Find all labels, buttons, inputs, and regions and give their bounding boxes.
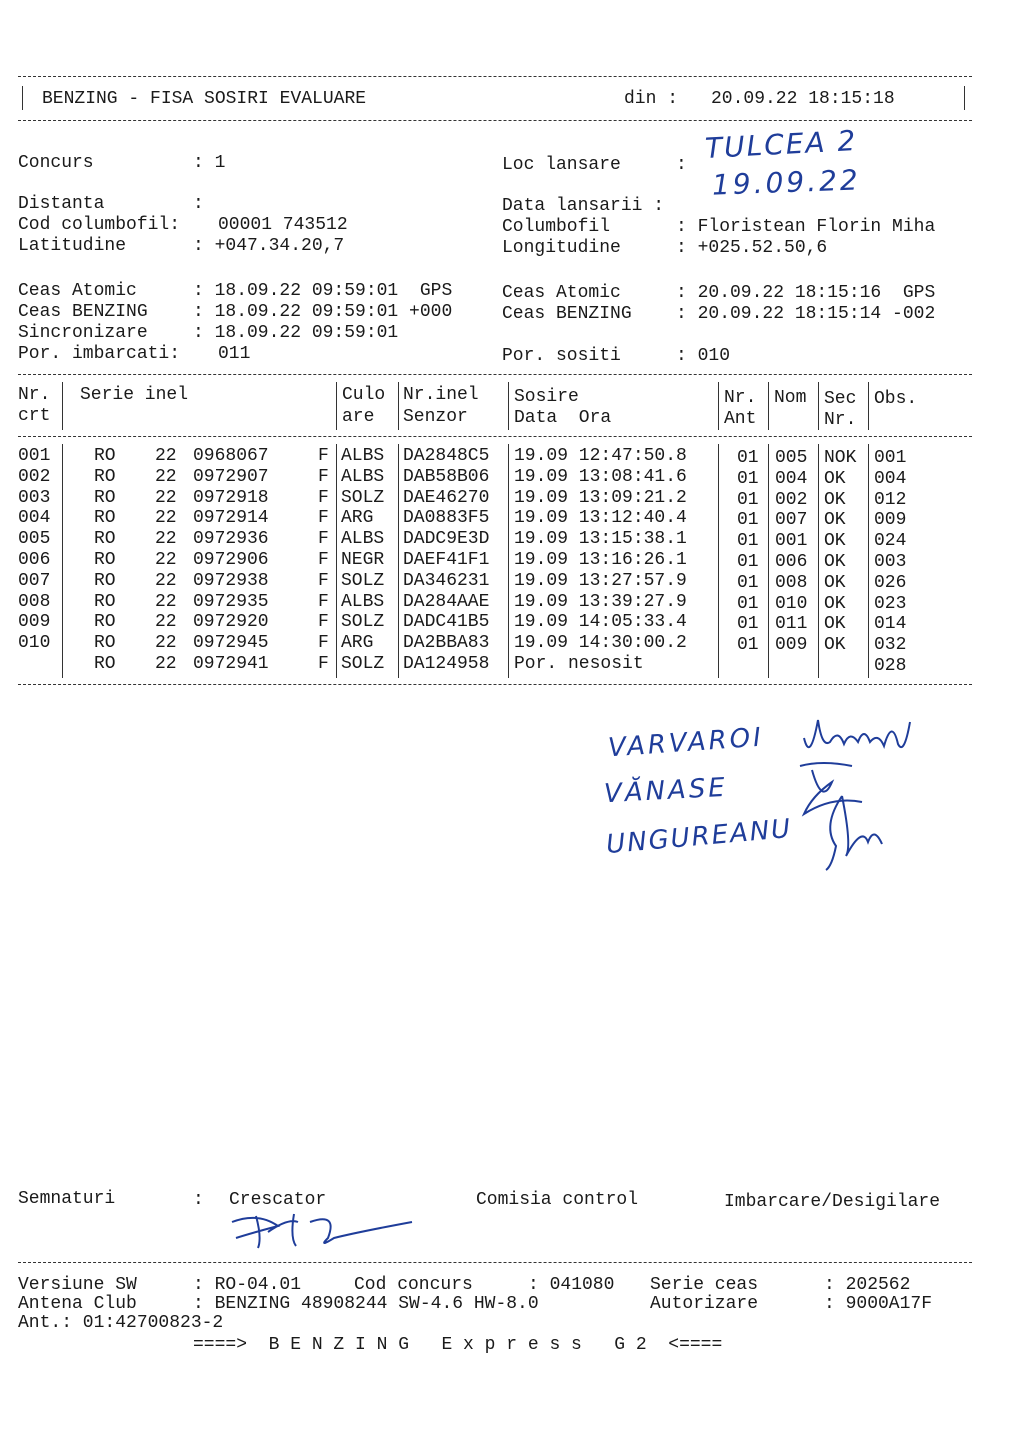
cell-nr: 008 [18,591,51,612]
cell-sec: OK [824,468,846,489]
col-sep-8 [868,382,869,430]
cell-senzor: DA346231 [403,570,490,591]
cell-obs: 001 [874,448,907,468]
cell-culoare: ARG [341,508,374,529]
cell-obs: 014 [874,614,907,635]
cell-an: 22 [155,591,177,612]
versiune-sw-label: Versiune SW [18,1275,137,1295]
cell-sosire: 19.09 13:27:57.9 [514,570,687,591]
cell-obs: 032 [874,635,907,656]
cell-sex: F [318,633,329,654]
cell-an: 22 [155,550,177,570]
cell-sec: OK [824,635,846,656]
cell-nr: 010 [18,633,51,654]
cell-ant: 01 [737,531,759,552]
ceas-benzing-start-value: : 18.09.22 09:59:01 +000 [193,302,453,322]
cell-sosire: 19.09 13:39:27.9 [514,591,687,612]
cell-senzor: DAE46270 [403,487,490,508]
cell-sosire: 19.09 14:05:33.4 [514,612,687,633]
cell-sosire: 19.09 13:16:26.1 [514,550,687,570]
col-sep-7b [818,444,819,678]
latitudine-label: Latitudine [18,236,127,256]
cell-senzor: DA284AAE [403,591,490,612]
cell-sex: F [318,591,329,612]
columbofil-value: : Floristean Florin Miha [676,217,936,237]
cell-sex: F [318,508,329,529]
cell-nom: 005 [775,448,808,468]
crescator-label: Crescator [229,1190,327,1210]
cell-an: 22 [155,487,177,508]
cell-nr: 001 [18,446,51,466]
th-sec-2: Nr. [824,410,857,430]
cell-culoare: NEGR [341,550,385,570]
cell-culoare: SOLZ [341,612,385,633]
cell-sosire: 19.09 13:15:38.1 [514,529,687,550]
cell-an: 22 [155,570,177,591]
th-sosire-1: Sosire [514,387,579,407]
th-nr-ant-2: Ant [724,409,757,429]
cell-ant: 01 [737,593,759,614]
cell-senzor: DADC41B5 [403,612,490,633]
th-nr-ant-1: Nr. [724,388,757,408]
table-top-rule [18,374,972,375]
cell-an: 22 [155,466,177,487]
cell-inel: 0972936 [193,529,269,550]
cell-culoare: SOLZ [341,654,385,674]
th-nr-crt-1: Nr. [18,385,51,405]
data-lansarii-label: Data lansarii : [502,196,665,216]
autorizare-label: Autorizare [650,1294,759,1314]
cell-culoare: SOLZ [341,487,385,508]
report-date: 20.09.22 18:15:18 [711,89,895,109]
serie-ceas-value: : 202562 [824,1275,911,1295]
col-sep-6 [768,382,769,430]
cell-sec: OK [824,510,846,531]
col-sep-8b [868,444,869,678]
cell-inel: 0972918 [193,487,269,508]
antena-club-label: Antena Club [18,1294,137,1314]
col-sep-7 [818,382,819,430]
versiune-sw-value: : RO-04.01 [193,1275,302,1295]
cell-an: 22 [155,612,177,633]
th-sec-1: Sec [824,389,857,409]
concurs-value: : 1 [193,153,226,173]
serie-ceas-label: Serie ceas [650,1275,759,1295]
comisia-label: Comisia control [476,1190,639,1210]
cell-senzor: DA2BBA83 [403,633,490,654]
cell-sex: F [318,612,329,633]
cell-nom: 004 [775,468,808,489]
cell-ant: 01 [737,552,759,572]
header-top-rule [18,76,972,77]
signature-ungureanu [812,786,892,876]
th-nr-inel-1: Nr.inel [403,385,479,405]
col-sep-3 [398,382,399,430]
col-sep-3b [398,444,399,678]
cell-sosire: 19.09 13:09:21.2 [514,487,687,508]
cell-tara: RO [94,654,116,674]
imbarcare-label: Imbarcare/Desigilare [724,1192,941,1212]
cell-nr: 003 [18,487,51,508]
cell-tara: RO [94,612,116,633]
cell-nr: 006 [18,550,51,570]
cell-tara: RO [94,633,116,654]
cod-concurs-value: : 041080 [528,1275,615,1295]
cell-nom: 009 [775,635,808,656]
loc-lansare-sep: : [676,155,687,175]
cell-sec: NOK [824,448,857,468]
cell-ant: 01 [737,489,759,510]
cell-inel: 0972906 [193,550,269,570]
columbofil-label: Columbofil [502,217,611,237]
cell-nr: 009 [18,612,51,633]
cell-tara: RO [94,508,116,529]
cell-sex: F [318,570,329,591]
longitudine-label: Longitudine [502,238,621,258]
cell-inel: 0968067 [193,446,269,466]
cell-nom: 011 [775,614,808,635]
col-sep-4b [508,444,509,678]
report-title: BENZING - FISA SOSIRI EVALUARE [42,89,367,109]
cell-ant: 01 [737,614,759,635]
cell-sex: F [318,466,329,487]
semnaturi-sep: : [193,1190,204,1210]
col-sep-5 [718,382,719,430]
cell-sex: F [318,446,329,466]
antena-club-value: : BENZING 48908244 SW-4.6 HW-8.0 [193,1294,539,1314]
cell-obs: 012 [874,489,907,510]
cell-senzor: DA0883F5 [403,508,490,529]
cell-obs: 024 [874,531,907,552]
cell-culoare: ALBS [341,446,385,466]
cell-sex: F [318,487,329,508]
cell-nr: 005 [18,529,51,550]
cell-culoare: ALBS [341,466,385,487]
cell-ant: 01 [737,448,759,468]
cell-senzor: DAB58B06 [403,466,490,487]
cell-obs: 028 [874,656,907,676]
col-sep-4 [508,382,509,430]
header-right-bar [964,86,965,110]
cell-tara: RO [94,466,116,487]
cell-sosire: Por. nesosit [514,654,644,674]
benzing-banner: ====> B E N Z I N G E x p r e s s G 2 <==== [193,1335,723,1355]
table-bottom-rule [18,684,972,685]
col-sep-6b [768,444,769,678]
por-imbarcati-label: Por. imbarcati: [18,344,181,364]
ceas-atomic-end-label: Ceas Atomic [502,283,621,303]
ceas-atomic-start-label: Ceas Atomic [18,281,137,301]
col-sep-1 [62,382,63,430]
cod-concurs-label: Cod concurs [354,1275,473,1295]
cell-an: 22 [155,654,177,674]
cell-nom: 001 [775,531,808,552]
cell-inel: 0972941 [193,654,269,674]
cell-sec: OK [824,614,846,635]
cell-senzor: DA2848C5 [403,446,490,466]
cell-sosire: 19.09 14:30:00.2 [514,633,687,654]
cell-nom: 007 [775,510,808,531]
distanta-label: Distanta [18,194,105,214]
cell-sec: OK [824,572,846,593]
cell-obs: 003 [874,552,907,572]
por-sositi-value: : 010 [676,346,731,366]
col-sep-2 [336,382,337,430]
cod-columbofil-label: Cod columbofil: [18,215,181,235]
cell-nom: 010 [775,593,808,614]
sincronizare-value: : 18.09.22 09:59:01 [193,323,399,343]
ceas-benzing-start-label: Ceas BENZING [18,302,148,322]
cell-sec: OK [824,593,846,614]
cell-inel: 0972907 [193,466,269,487]
loc-lansare-handwritten: TULCEA 2 [704,124,859,165]
cell-sosire: 19.09 13:08:41.6 [514,466,687,487]
autorizare-value: : 9000A17F [824,1294,933,1314]
handwritten-name-1: VARVAROI [607,722,765,764]
cell-obs: 026 [874,572,907,593]
cell-nr: 007 [18,570,51,591]
cell-tara: RO [94,591,116,612]
cell-obs: 004 [874,468,907,489]
concurs-label: Concurs [18,153,94,173]
cell-sosire: 19.09 12:47:50.8 [514,446,687,466]
th-nr-crt-2: crt [18,406,51,426]
ceas-atomic-start-value: : 18.09.22 09:59:01 GPS [193,281,453,301]
cell-an: 22 [155,529,177,550]
cell-obs: 023 [874,593,907,614]
cell-inel: 0972945 [193,633,269,654]
header-left-bar [22,86,23,110]
cell-sex: F [318,654,329,674]
distanta-sep: : [193,194,204,214]
cell-culoare: SOLZ [341,570,385,591]
sincronizare-label: Sincronizare [18,323,148,343]
cell-sec: OK [824,489,846,510]
handwritten-name-3: UNGUREANU [605,813,794,861]
cell-inel: 0972914 [193,508,269,529]
cell-nom: 002 [775,489,808,510]
handwritten-name-2: VĂNASE [603,772,729,810]
cell-ant: 01 [737,572,759,593]
por-imbarcati-value: 011 [218,344,251,364]
data-lansarii-handwritten: 19.09.22 [711,163,862,202]
cell-ant: 01 [737,510,759,531]
cell-tara: RO [94,550,116,570]
cell-tara: RO [94,446,116,466]
th-nom: Nom [774,388,807,408]
cell-sec: OK [824,531,846,552]
cell-an: 22 [155,446,177,466]
th-culoare-1: Culo [342,385,386,405]
ceas-benzing-end-label: Ceas BENZING [502,304,632,324]
cell-ant: 01 [737,635,759,656]
cell-sosire: 19.09 13:12:40.4 [514,508,687,529]
footer-rule [18,1262,972,1263]
por-sositi-label: Por. sositi [502,346,621,366]
header-bottom-rule [18,120,972,121]
cell-nom: 008 [775,572,808,593]
cell-an: 22 [155,633,177,654]
col-sep-2b [336,444,337,678]
cell-culoare: ARG [341,633,374,654]
cell-culoare: ALBS [341,529,385,550]
cell-ant: 01 [737,468,759,489]
th-nr-inel-2: Senzor [403,407,468,427]
th-obs: Obs. [874,389,918,409]
cell-sex: F [318,550,329,570]
cell-senzor: DADC9E3D [403,529,490,550]
cell-nom: 006 [775,552,808,572]
cell-inel: 0972920 [193,612,269,633]
cell-nr: 002 [18,466,51,487]
col-sep-1b [62,444,63,678]
th-sosire-2: Data Ora [514,408,612,428]
cell-senzor: DAEF41F1 [403,550,490,570]
cell-an: 22 [155,508,177,529]
cell-inel: 0972938 [193,570,269,591]
cell-nr: 004 [18,508,51,529]
semnaturi-label: Semnaturi [18,1189,116,1209]
latitudine-value: : +047.34.20,7 [193,236,345,256]
ceas-atomic-end-value: : 20.09.22 18:15:16 GPS [676,283,936,303]
ceas-benzing-end-value: : 20.09.22 18:15:14 -002 [676,304,936,324]
antenna-id: Ant.: 01:42700823-2 [18,1313,224,1333]
cell-tara: RO [94,529,116,550]
cell-tara: RO [94,487,116,508]
col-sep-5b [718,444,719,678]
th-culoare-2: are [342,407,375,427]
cell-obs: 009 [874,510,907,531]
cell-culoare: ALBS [341,591,385,612]
table-header-rule [18,436,972,437]
cell-sec: OK [824,552,846,572]
signature-crescator [228,1208,418,1254]
cell-sex: F [318,529,329,550]
th-serie-inel: Serie inel [80,385,189,405]
cell-tara: RO [94,570,116,591]
longitudine-value: : +025.52.50,6 [676,238,828,258]
cell-inel: 0972935 [193,591,269,612]
loc-lansare-label: Loc lansare [502,155,621,175]
cell-senzor: DA124958 [403,654,490,674]
report-date-label: din : [624,89,679,109]
cod-columbofil-value: 00001 743512 [218,215,348,235]
